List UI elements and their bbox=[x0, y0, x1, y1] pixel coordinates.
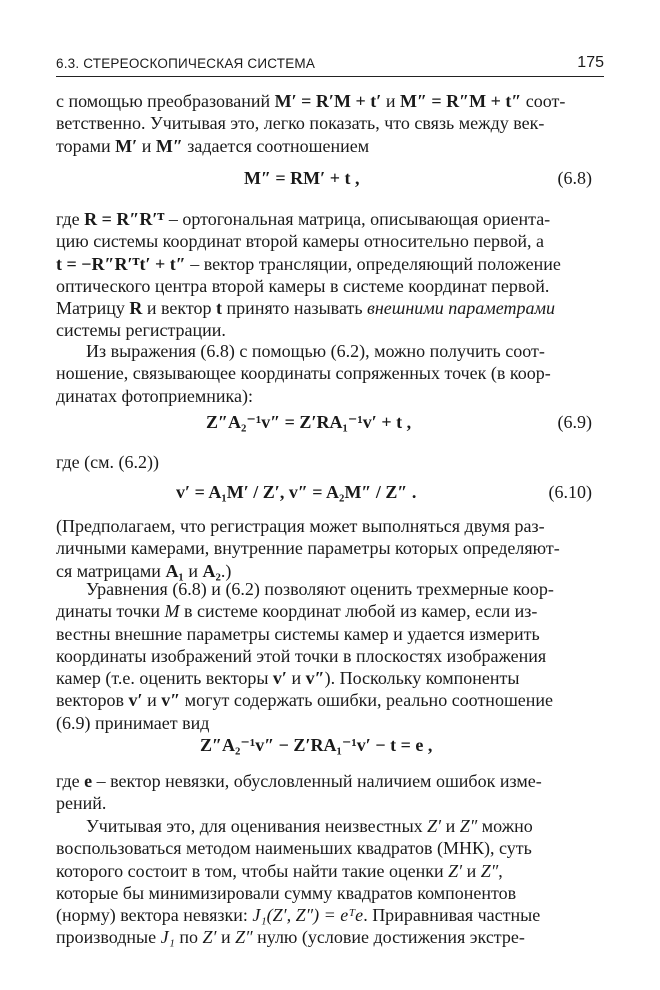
text-line: где R = R″R′ᵀ – ортогональная матрица, описывающая ориента- bbox=[56, 209, 551, 229]
text-line: ся матрицами A₁ и A₂.) bbox=[56, 560, 232, 581]
running-header bbox=[56, 52, 604, 77]
page-number: 175 bbox=[577, 54, 604, 71]
equation-label: (6.10) bbox=[548, 482, 592, 502]
text-line: вестны внешние параметры системы камер и удается измерить bbox=[56, 623, 540, 644]
text-line: t = −R″R′ᵀt′ + t″ – вектор трансляции, определяющий положение bbox=[56, 253, 561, 274]
text-line: торами M′ и M″ задается соотношением bbox=[56, 135, 370, 156]
formula: M″ = R″M + t″ bbox=[399, 91, 522, 111]
equation-label: (6.8) bbox=[557, 168, 592, 188]
text-line: с помощью преобразований M′ = R′M + t′ и M″ = R″M + t″ соот- bbox=[56, 91, 566, 111]
text-line: цию системы координат второй камеры относительно первой, а bbox=[56, 231, 544, 252]
text-line: Учитывая это, для оценивания неизвестных Z′ и Z″ можно bbox=[86, 816, 533, 836]
text-line: которые бы минимизировали сумму квадратов компонентов bbox=[56, 882, 517, 903]
formula: J₁(Z′, Z″) = eᵀe bbox=[252, 905, 364, 926]
section-title: 6.3. СТЕРЕОСКОПИЧЕСКАЯ СИСТЕМА bbox=[56, 56, 316, 71]
equation-6-10 bbox=[56, 482, 604, 508]
paragraph-6 bbox=[56, 770, 604, 815]
equation-body: Z″A₂⁻¹v″ − Z′RA₁⁻¹v′ − t = e , bbox=[200, 735, 433, 755]
where-text: где (см. (6.2)) bbox=[56, 452, 159, 472]
text-line: координаты изображений этой точки в плоскостях изображения bbox=[56, 645, 547, 666]
paragraph-5 bbox=[56, 578, 604, 734]
text-line: динатах фотоприемника): bbox=[56, 385, 253, 406]
text-line: Из выражения (6.8) с помощью (6.2), можно получить соот- bbox=[86, 341, 545, 361]
formula: M′ = R′M + t′ bbox=[274, 91, 382, 111]
text-line: рений. bbox=[56, 793, 107, 814]
text-line: (Предполагаем, что регистрация может выполняться двумя раз- bbox=[56, 516, 545, 536]
text-line: камер (т.е. оценить векторы v′ и v″). Поскольку компоненты bbox=[56, 668, 520, 689]
paragraph-3 bbox=[56, 340, 604, 407]
equation-6-9 bbox=[56, 412, 604, 438]
text-line: Уравнения (6.8) и (6.2) позволяют оценить трехмерные коор- bbox=[86, 579, 554, 599]
text-line: (6.9) принимает вид bbox=[56, 712, 210, 733]
text-line: ношение, связывающее координаты сопряженных точек (в коор- bbox=[56, 363, 551, 384]
equation-body: v′ = A₁M′ / Z′, v″ = A₂M″ / Z″ . bbox=[176, 482, 417, 502]
paragraph-2 bbox=[56, 208, 604, 342]
text-line: (норму) вектора невязки: J₁(Z′, Z″) = eᵀe. Приравнивая частные bbox=[56, 905, 541, 926]
text-line: личными камерами, внутренние параметры которых определяют- bbox=[56, 538, 560, 559]
equation-label: (6.9) bbox=[557, 412, 592, 432]
equation-6-8 bbox=[56, 168, 604, 194]
paragraph-7 bbox=[56, 815, 604, 949]
text-line: векторов v′ и v″ могут содержать ошибки, реально соотношение bbox=[56, 690, 554, 711]
text-line: динаты точки M в системе координат любой из камер, если из- bbox=[56, 601, 538, 622]
equation-body: Z″A₂⁻¹v″ = Z′RA₁⁻¹v′ + t , bbox=[206, 412, 412, 432]
text-line: воспользоваться методом наименьших квадратов (МНК), суть bbox=[56, 838, 532, 859]
text-line: оптического центра второй камеры в системе координат первой. bbox=[56, 275, 550, 296]
paragraph-4 bbox=[56, 515, 604, 582]
emphasis: внешними параметрами bbox=[367, 298, 556, 319]
text-line: производные J₁ по Z′ и Z″ нулю (условие достижения экстре- bbox=[56, 927, 525, 948]
equation-body: M″ = RM′ + t , bbox=[244, 168, 360, 188]
where-line bbox=[56, 452, 604, 478]
text-line: ветственно. Учитывая это, легко показать, что связь между век- bbox=[56, 113, 545, 134]
paragraph-1 bbox=[56, 90, 604, 157]
text-line: системы регистрации. bbox=[56, 320, 226, 341]
text-line: где e – вектор невязки, обусловленный наличием ошибок изме- bbox=[56, 771, 542, 791]
text-line: Матрицу R и вектор t принято называть внешними параметрами bbox=[56, 298, 556, 319]
equation-residual bbox=[56, 735, 604, 761]
text-line: которого состоит в том, чтобы найти такие оценки Z′ и Z″, bbox=[56, 860, 503, 881]
